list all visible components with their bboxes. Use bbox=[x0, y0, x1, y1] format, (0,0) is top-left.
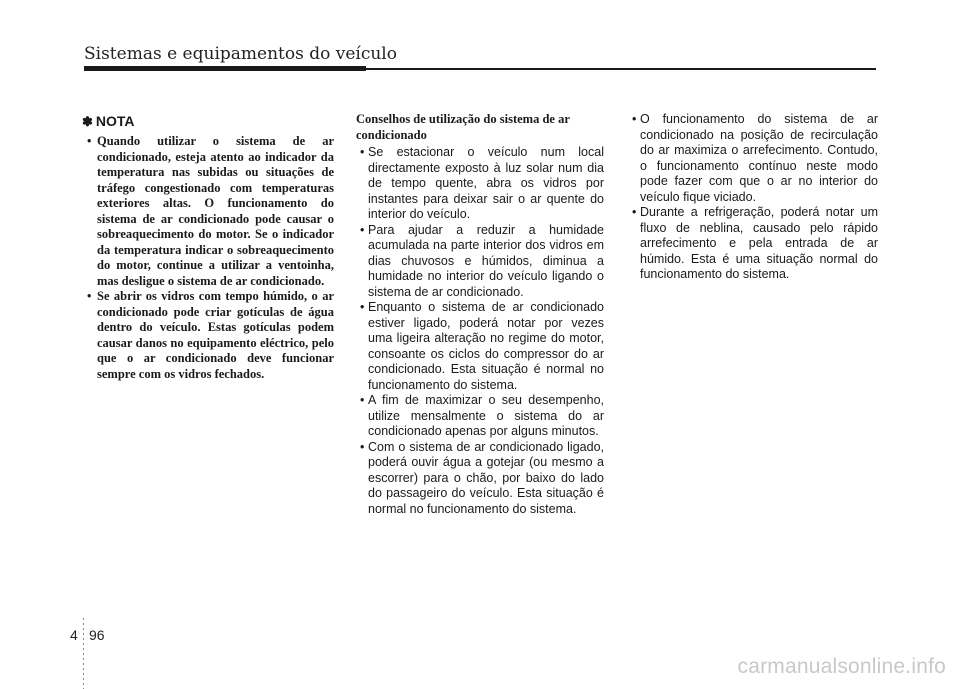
tips-column bbox=[356, 112, 604, 517]
header-rule bbox=[84, 66, 366, 71]
tips-column-continued bbox=[628, 112, 878, 283]
section-title: Sistemas e equipamentos do veículo bbox=[84, 44, 397, 64]
page-number-divider bbox=[83, 618, 84, 689]
chapter-number: 4 bbox=[70, 627, 78, 643]
note-item: • Quando utilizar o sistema de ar condicionado, esteja atento ao indicador da temperatura nas subidas ou situações de tráfego congestionado com temperaturas exteriores altas. O funcionamento do sistema de ar condicionado pode causar o sobreaquecimento do motor. Se o indicador da temperatura indicar o sobreaquecimento do motor, continue a utilizar a ventoinha, mas desligue o sistema de ar condicionado. bbox=[82, 134, 334, 289]
tip-item: • O funcionamento do sistema de ar condicionado na posição de recirculação do ar maximiza o arrefecimento. Contudo, o funcionamento contínuo neste modo pode fazer com que o ar no interior do veículo fique viciado. bbox=[628, 112, 878, 205]
page-number: 96 bbox=[89, 627, 105, 643]
tip-item: • Para ajudar a reduzir a humidade acumulada na parte interior dos vidros em dias chuvosos e húmidos, diminua a humidade no interior do veículo ligando o sistema de ar condicionado. bbox=[356, 223, 604, 301]
note-item: • Se abrir os vidros com tempo húmido, o ar condicionado pode criar gotículas de água dentro do veículo. Estas gotículas podem causar danos no equipamento eléctrico, pelo que o ar condicionado deve funcionar sempre com os vidros fechados. bbox=[82, 289, 334, 382]
note-star-icon: ✽ bbox=[82, 114, 93, 129]
note-list bbox=[82, 134, 334, 382]
tips-list bbox=[356, 145, 604, 517]
tip-item: • Com o sistema de ar condicionado ligado, poderá ouvir água a gotejar (ou mesmo a escorrer) para o chão, por baixo do lado do passageiro do veículo. Esta situação é normal no funcionamento do sistema. bbox=[356, 440, 604, 518]
tip-item: • Durante a refrigeração, poderá notar um fluxo de neblina, causado pelo rápido arrefecimento e pela entrada de ar húmido. Esta é uma situação normal do funcionamento do sistema. bbox=[628, 205, 878, 283]
header-rule-thin bbox=[366, 68, 876, 70]
tips-heading: Conselhos de utilização do sistema de ar condicionado bbox=[356, 112, 570, 142]
tip-item: • Enquanto o sistema de ar condicionado estiver ligado, poderá notar por vezes uma ligeira alteração no regime do motor, consoante os ciclos do compressor do ar condicionado. Esta situação é normal no funcionamento do sistema. bbox=[356, 300, 604, 393]
note-column bbox=[82, 112, 334, 382]
tip-item: • A fim de maximizar o seu desempenho, utilize mensalmente o sistema do ar condicionado apenas por alguns minutos. bbox=[356, 393, 604, 440]
note-label: NOTA bbox=[95, 113, 135, 129]
tip-item: • Se estacionar o veículo num local directamente exposto à luz solar num dia de tempo quente, abra os vidros por instantes para deixar sair o ar quente do interior do veículo. bbox=[356, 145, 604, 223]
watermark: carmanualsonline.info bbox=[737, 655, 946, 678]
note-heading bbox=[82, 112, 334, 131]
tips-list-continued bbox=[628, 112, 878, 283]
